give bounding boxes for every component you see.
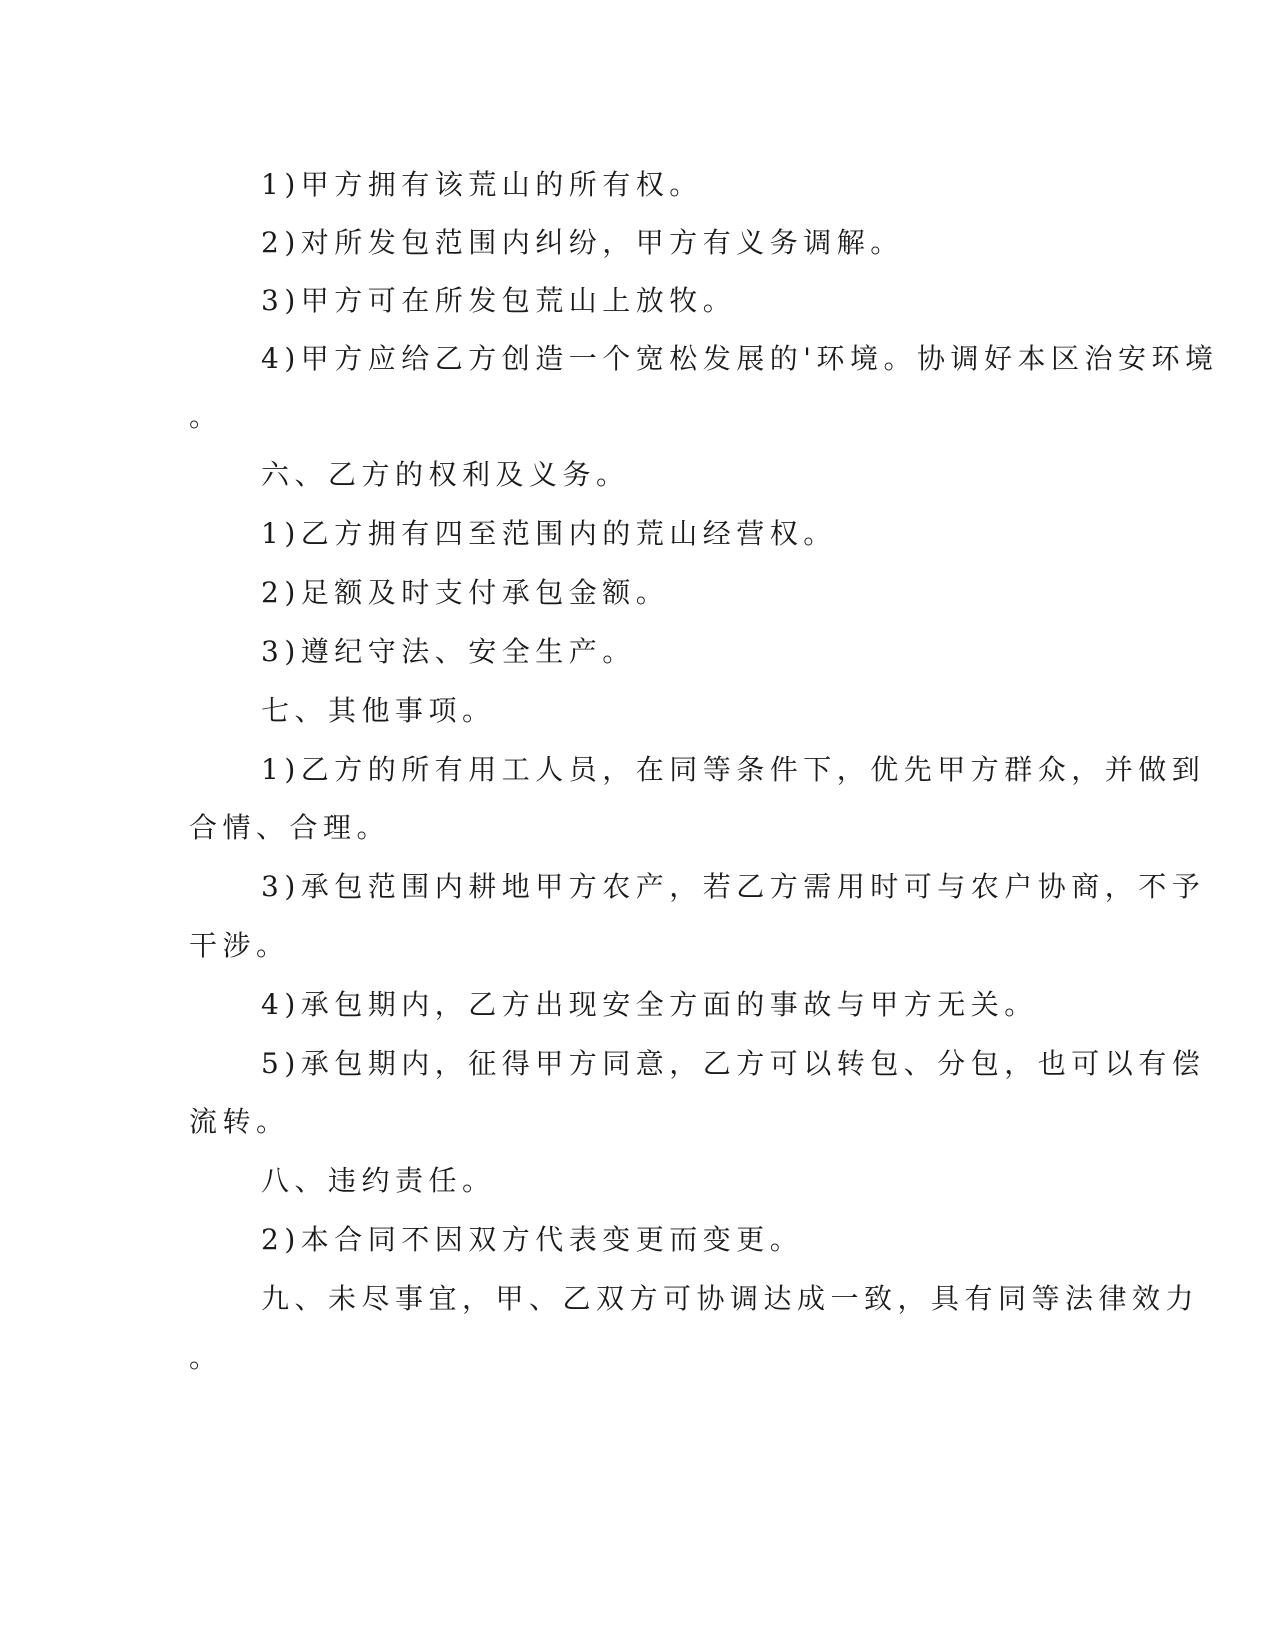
section-heading: 七、其他事项。 xyxy=(261,694,496,727)
section-heading: 八、违约责任。 xyxy=(261,1164,496,1197)
clause-line: 1)甲方拥有该荒山的所有权。 xyxy=(261,168,703,201)
clause-line: 4)甲方应给乙方创造一个宽松发展的'环境。协调好本区治安环境 xyxy=(261,342,1219,375)
clause-line-continuation: 合情、合理。 xyxy=(189,811,391,844)
clause-line: 4)承包期内，乙方出现安全方面的事故与甲方无关。 xyxy=(261,988,1038,1021)
clause-line: 2)本合同不因双方代表变更而变更。 xyxy=(261,1223,804,1256)
clause-line: 2)对所发包范围内纠纷，甲方有义务调解。 xyxy=(261,226,904,259)
section-heading: 九、未尽事宜，甲、乙双方可协调达成一致，具有同等法律效力 xyxy=(261,1282,1200,1315)
clause-line-continuation: 。 xyxy=(189,1341,223,1374)
clause-line: 2)足额及时支付承包金额。 xyxy=(261,576,670,609)
section-heading: 六、乙方的权利及义务。 xyxy=(261,458,630,491)
clause-line-continuation: 干涉。 xyxy=(189,929,290,962)
clause-line: 1)乙方拥有四至范围内的荒山经营权。 xyxy=(261,517,837,550)
clause-line-continuation: 流转。 xyxy=(189,1105,290,1138)
clause-line: 5)承包期内，征得甲方同意，乙方可以转包、分包，也可以有偿 xyxy=(261,1047,1206,1080)
clause-line: 1)乙方的所有用工人员，在同等条件下，优先甲方群众，并做到 xyxy=(261,753,1206,786)
clause-line: 3)甲方可在所发包荒山上放牧。 xyxy=(261,284,737,317)
clause-line: 3)遵纪守法、安全生产。 xyxy=(261,635,636,668)
clause-line-continuation: 。 xyxy=(189,400,223,433)
clause-line: 3)承包范围内耕地甲方农产，若乙方需用时可与农户协商，不予 xyxy=(261,870,1206,903)
